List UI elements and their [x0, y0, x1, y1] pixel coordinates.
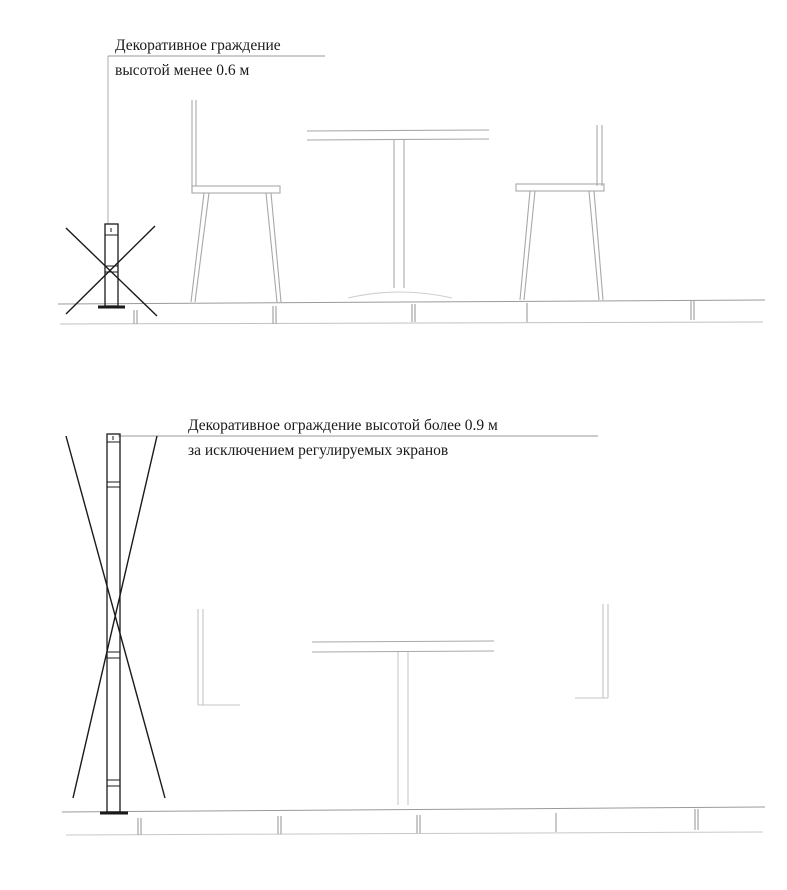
top-ground-ticks — [134, 300, 694, 324]
bottom-ground-line-lower — [66, 832, 763, 835]
bottom-table — [312, 641, 494, 805]
bottom-cross-mark — [66, 436, 165, 798]
top-label-line2: высотой менее 0.6 м — [115, 62, 250, 79]
bottom-label-line2: за исключением регулируемых экранов — [188, 442, 449, 459]
bottom-diagram — [62, 417, 765, 835]
bottom-chair-left — [198, 609, 240, 705]
top-table — [307, 130, 489, 298]
bottom-ground-line — [62, 807, 765, 812]
top-fence-post — [98, 224, 125, 307]
top-label-line1: Декоративное граждение — [115, 37, 281, 54]
top-ground-line — [58, 300, 765, 304]
top-chair-right — [516, 125, 604, 300]
bottom-chair-right — [575, 604, 608, 698]
bottom-ground-ticks — [138, 809, 698, 835]
top-chair-left — [191, 100, 281, 302]
top-diagram — [58, 37, 765, 324]
bottom-label-line1: Декоративное ограждение высотой более 0.9 м — [188, 417, 498, 434]
top-ground-line-lower — [60, 322, 763, 324]
top-cross-mark — [66, 226, 157, 316]
